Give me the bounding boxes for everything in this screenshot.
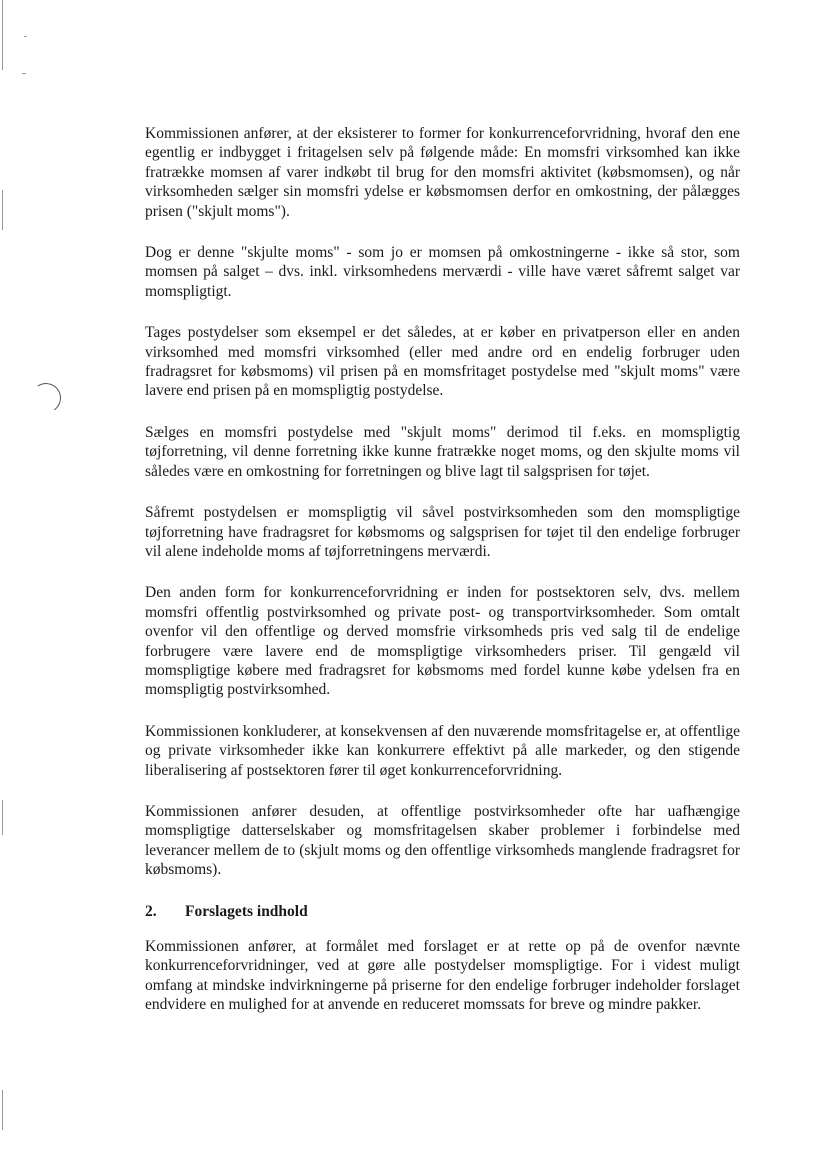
scan-speck bbox=[24, 36, 27, 37]
scan-edge-line bbox=[2, 190, 3, 230]
scan-edge-line bbox=[2, 800, 3, 835]
paragraph: Kommissionen anfører desuden, at offentlige postvirksomheder ofte har uafhængige momspligtige datterselskaber og momsfritagelsen skaber problemer i forbindelse med leverancer mellem de to (skjult moms og den offentlige virksomheds manglende fradragsret for købsmoms). bbox=[145, 802, 740, 879]
paragraph: Sælges en momsfri postydelse med "skjult moms" derimod til f.eks. en momspligtig tøjforretning, vil denne forretning ikke kunne fratrække noget moms, og den skjulte moms vil således være en omkostning for forretningen og blive lagt til salgsprisen for tøjet. bbox=[145, 423, 740, 480]
punch-hole-mark bbox=[29, 381, 64, 416]
paragraph: Dog er denne "skjulte moms" - som jo er momsen på omkostningerne - ikke så stor, som momsen på salget – dvs. inkl. virksomhedens merværdi - ville have været såfremt salget var momspligtigt. bbox=[145, 244, 740, 300]
scan-edge-line bbox=[2, 0, 3, 70]
section-number: 2. bbox=[145, 902, 157, 920]
document-body bbox=[145, 124, 740, 1037]
paragraph: Kommissionen konkluderer, at konsekvensen af den nuværende momsfritagelse er, at offentlige og private virksomheder ikke kan konkurrere effektivt på alle markeder, og den stigende liberalisering af postsektoren fører til øget konkurrenceforvridning. bbox=[145, 722, 740, 779]
paragraph: Den anden form for konkurrenceforvridning er inden for postsektoren selv, dvs. mellem momsfri offentlig postvirksomhed og private post- og transportvirksomheder. Som omtalt ovenfor vil den offentlige og derved momsfrie virksomheds pris ved salg til de endelige forbrugere være lavere end de momspligtige virksomheders priser. Til gengæld vil momspligtige købere med fradragsret for købsmoms med fordel kunne købe ydelsen fra en momspligtig postvirksomhed. bbox=[145, 584, 740, 699]
section-title: Forslagets indhold bbox=[185, 902, 308, 920]
section-paragraph: Kommissionen anfører, at formålet med forslaget er at rette op på de ovenfor nævnte konkurrenceforvridninger, ved at gøre alle postydelser momspligtige. For i videst muligt omfang at mindske indvirkningerne på priserne for den endelige forbruger indeholder forslaget endvidere en mulighed for at anvende en reduceret momssats for breve og mindre pakker. bbox=[145, 938, 740, 1014]
scan-speck bbox=[22, 73, 26, 74]
scan-edge-line bbox=[2, 1090, 3, 1130]
section-heading bbox=[145, 902, 740, 921]
paragraph: Såfremt postydelsen er momspligtig vil såvel postvirksomheden som den momspligtige tøjforretning have fradragsret for købsmoms og salgsprisen for tøjet til den endelige forbruger vil alene indeholde moms af tøjforretningens merværdi. bbox=[145, 504, 740, 560]
paragraph: Kommissionen anfører, at der eksisterer to former for konkurrenceforvridning, hvoraf den ene egentlig er indbygget i fritagelsen selv på følgende måde: En momsfri virksomhed kan ikke fratrække momsen af varer indkøbt til brug for den momsfri aktivitet (købsmomsen), og når virksomheden sælger sin momsfri ydelse er købsmomsen derfor en omkostning, der pålægges prisen ("skjult moms"). bbox=[145, 125, 740, 220]
paragraph: Tages postydelser som eksempel er det således, at er køber en privatperson eller en anden virksomhed med momsfri virksomhed (eller med andre ord en endelig forbruger uden fradragsret for købsmoms) vil prisen på en momsfritaget postydelse med "skjult moms" være lavere end prisen på en momspligtig postydelse. bbox=[145, 324, 740, 400]
